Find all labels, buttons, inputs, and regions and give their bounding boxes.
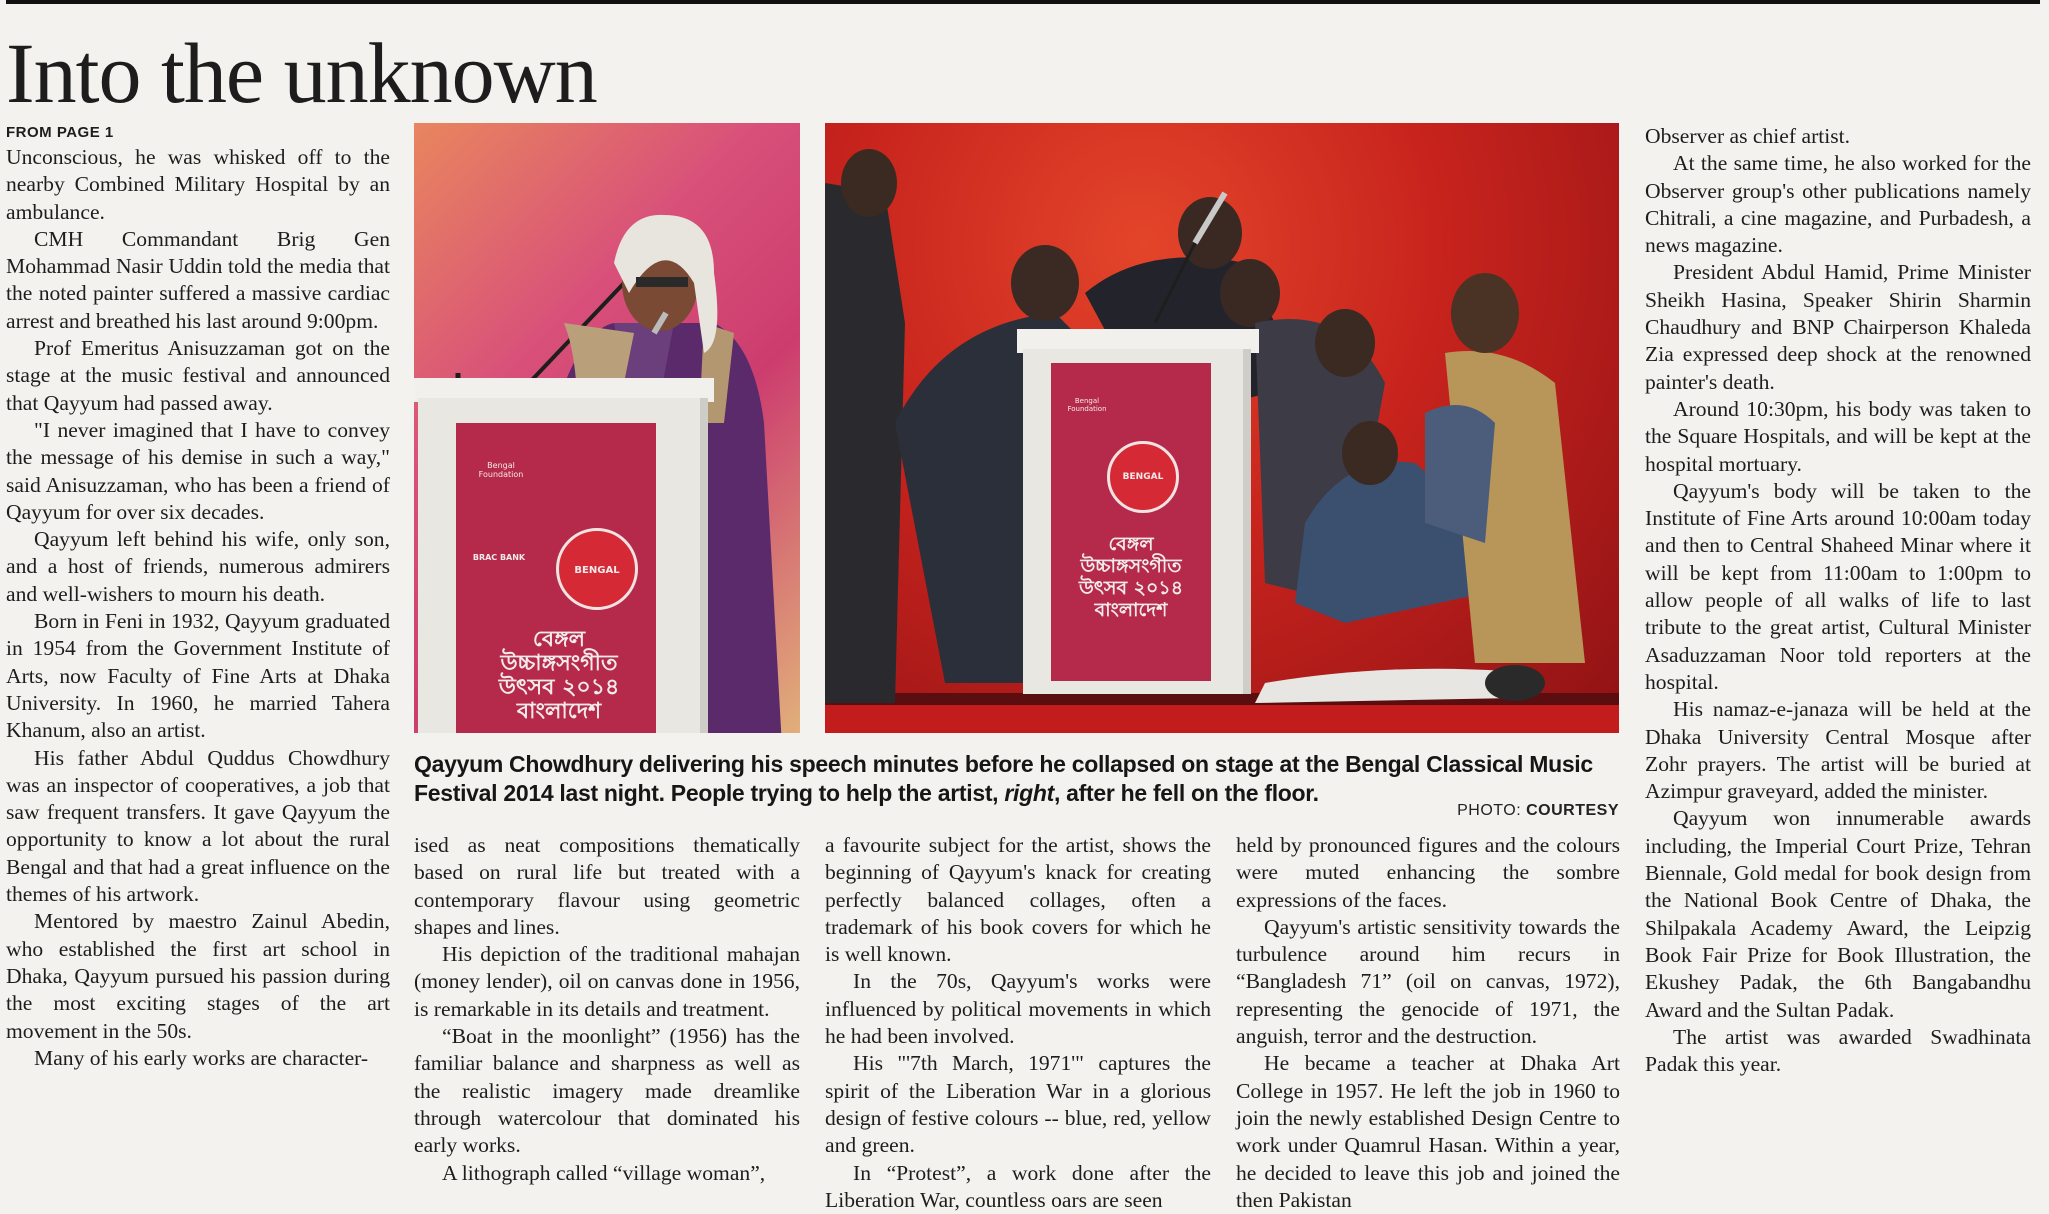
- paragraph: Qayyum's artistic sensitivity towards the turbulence around him recurs in “Bangladesh 71” (oil on canvas, 1972), representing the genocide of 1971, the anguish, terror and the destruction.: [1236, 914, 1620, 1049]
- paragraph: Around 10:30pm, his body was taken to the Square Hospitals, and will be kept at the hospital mortuary.: [1645, 396, 2031, 476]
- article-column-5: [1645, 123, 2031, 1078]
- paragraph: His namaz-e-janaza will be held at the Dhaka University Central Mosque after Zohr prayers. The artist will be buried at Azimpur graveyard, added the minister.: [1645, 697, 2031, 804]
- photo-credit: [1457, 802, 1619, 820]
- paragraph: Prof Emeritus Anisuzzaman got on the stage at the music festival and announced that Qayyum had passed away.: [6, 336, 390, 415]
- paragraph: He became a teacher at Dhaka Art College in 1957. He left the job in 1960 to join the newly established Design Centre to work under Quamrul Hasan. Within a year, he decided to leave this job and joined the then Pakistan: [1236, 1051, 1620, 1212]
- headline: Into the unknown: [6, 25, 597, 121]
- paragraph: In “Protest”, a work done after the Liberation War, countless oars are seen: [825, 1160, 1211, 1212]
- top-rule: [6, 0, 2040, 4]
- paragraph: Observer as chief artist.: [1645, 124, 1851, 148]
- paragraph: His depiction of the traditional mahajan (money lender), oil on canvas done in 1956, is remarkable in its details and treatment.: [414, 942, 800, 1021]
- seal-text: BENGAL: [1122, 472, 1164, 482]
- photo-speaker: [414, 123, 800, 733]
- paragraph: At the same time, he also worked for the Observer group's other publications namely Chitrali, a cine magazine, and Purbadesh, a news magazine.: [1645, 151, 2031, 258]
- article-column-3: [825, 832, 1211, 1214]
- caption-emphasis: right: [1004, 780, 1054, 806]
- credit-source: COURTESY: [1526, 802, 1619, 819]
- paragraph: ised as neat compositions thematically based on rural life but treated with a contemporary flavour using geometric shapes and lines.: [414, 833, 800, 939]
- photo-caption: [414, 750, 1624, 808]
- paragraph: Born in Feni in 1932, Qayyum graduated in 1954 from the Government Institute of Arts, now Faculty of Fine Arts at Dhaka University. In 1960, he married Tahera Khanum, also an artist.: [6, 609, 390, 743]
- festival-bengali-text: বেঙ্গল উচ্চাঙ্গসংগীত উৎসব ২০১৪ বাংলাদেশ: [498, 627, 620, 724]
- paragraph: In the 70s, Qayyum's works were influenced by political movements in which he had been involved.: [825, 969, 1211, 1049]
- credit-label: PHOTO:: [1457, 802, 1527, 819]
- paragraph: His "'7th March, 1971'" captures the spirit of the Liberation War in a glorious design of festive colours -- blue, red, yellow and green.: [825, 1051, 1211, 1158]
- paragraph: "I never imagined that I have to convey the message of his demise in such a way," said Anisuzzaman, who has been a friend of Qayyum for over six decades.: [6, 417, 390, 524]
- seal-text: BENGAL: [574, 565, 620, 576]
- banner-org-text: Bengal Foundation: [478, 461, 524, 479]
- festival-seal: [1107, 441, 1179, 513]
- paragraph: Mentored by maestro Zainul Abedin, who established the first art school in Dhaka, Qayyum pursued his passion during the most exciting stages of the art movement in the 50s.: [6, 909, 390, 1043]
- kicker: FROM PAGE 1: [6, 124, 114, 141]
- photo-collapse: [825, 123, 1619, 733]
- article-column-1: [6, 123, 390, 1072]
- podium-banner: [1051, 363, 1211, 681]
- article-column-4: [1236, 832, 1620, 1214]
- paragraph: a favourite subject for the artist, shows the beginning of Qayyum's knack for creating perfectly balanced collages, often a trademark of his book covers for which he is well known.: [825, 833, 1211, 967]
- paragraph: President Abdul Hamid, Prime Minister Sheikh Hasina, Speaker Shirin Sharmin Chaudhury and BNP Chairperson Khaleda Zia expressed deep shock at the renowned painter's death.: [1645, 260, 2031, 394]
- caption-text: Qayyum Chowdhury delivering his speech minutes before he collapsed on stage at the Bengal Classical Music Festival 2014 last night. People trying to help the artist,: [414, 751, 1593, 806]
- paragraph: “Boat in the moonlight” (1956) has the familiar balance and sharpness as well as the realistic imagery made dreamlike through watercolour that dominated his early works.: [414, 1024, 800, 1158]
- paragraph: The artist was awarded Swadhinata Padak this year.: [1645, 1024, 2031, 1077]
- paragraph: Qayyum's body will be taken to the Institute of Fine Arts around 10:00am today and then to Central Shaheed Minar where it will be kept from 11:00am to 1:00pm to allow people of all walks of life to last tribute to the great artist, Cultural Minister Asaduzzaman Noor told reporters at the hospital.: [1645, 478, 2031, 694]
- paragraph: His father Abdul Quddus Chowdhury was an inspector of cooperatives, a job that saw frequent transfers. It gave Qayyum the opportunity to know a lot about the rural Bengal and that had a great influence on the themes of his artwork.: [6, 745, 390, 907]
- banner-sponsor-text: BRAC BANK: [472, 553, 526, 562]
- festival-seal: [556, 528, 638, 610]
- paragraph: Many of his early works are character-: [34, 1045, 369, 1070]
- paragraph: Qayyum left behind his wife, only son, and a host of friends, numerous admirers and well-wishers to mourn his death.: [6, 527, 390, 606]
- article-column-2: [414, 832, 800, 1187]
- paragraph: Unconscious, he was whisked off to the nearby Combined Military Hospital by an ambulance.: [6, 145, 390, 224]
- paragraph: CMH Commandant Brig Gen Mohammad Nasir Uddin told the media that the noted painter suffered a massive cardiac arrest and breathed his last around 9:00pm.: [6, 226, 390, 333]
- paragraph: held by pronounced figures and the colours were muted enhancing the sombre expressions of the faces.: [1236, 833, 1620, 912]
- banner-org-text: Bengal Foundation: [1067, 397, 1107, 413]
- paragraph: A lithograph called “village woman”,: [442, 1160, 766, 1185]
- paragraph: Qayyum won innumerable awards including, the Imperial Court Prize, Tehran Biennale, Gold medal for book design from the National Book Centre of Dhaka, the Shilpakala Academy Award, the Leipzig Book Fair Prize for Book Illustration, the Ekushey Padak, the 6th Bangabandhu Award and the Sultan Padak.: [1645, 806, 2031, 1022]
- festival-bengali-text: বেঙ্গল উচ্চাঙ্গসংগীত উৎসব ২০১৪ বাংলাদেশ: [1078, 533, 1184, 621]
- podium-banner: [456, 423, 656, 733]
- caption-text-end: , after he fell on the floor.: [1053, 780, 1319, 806]
